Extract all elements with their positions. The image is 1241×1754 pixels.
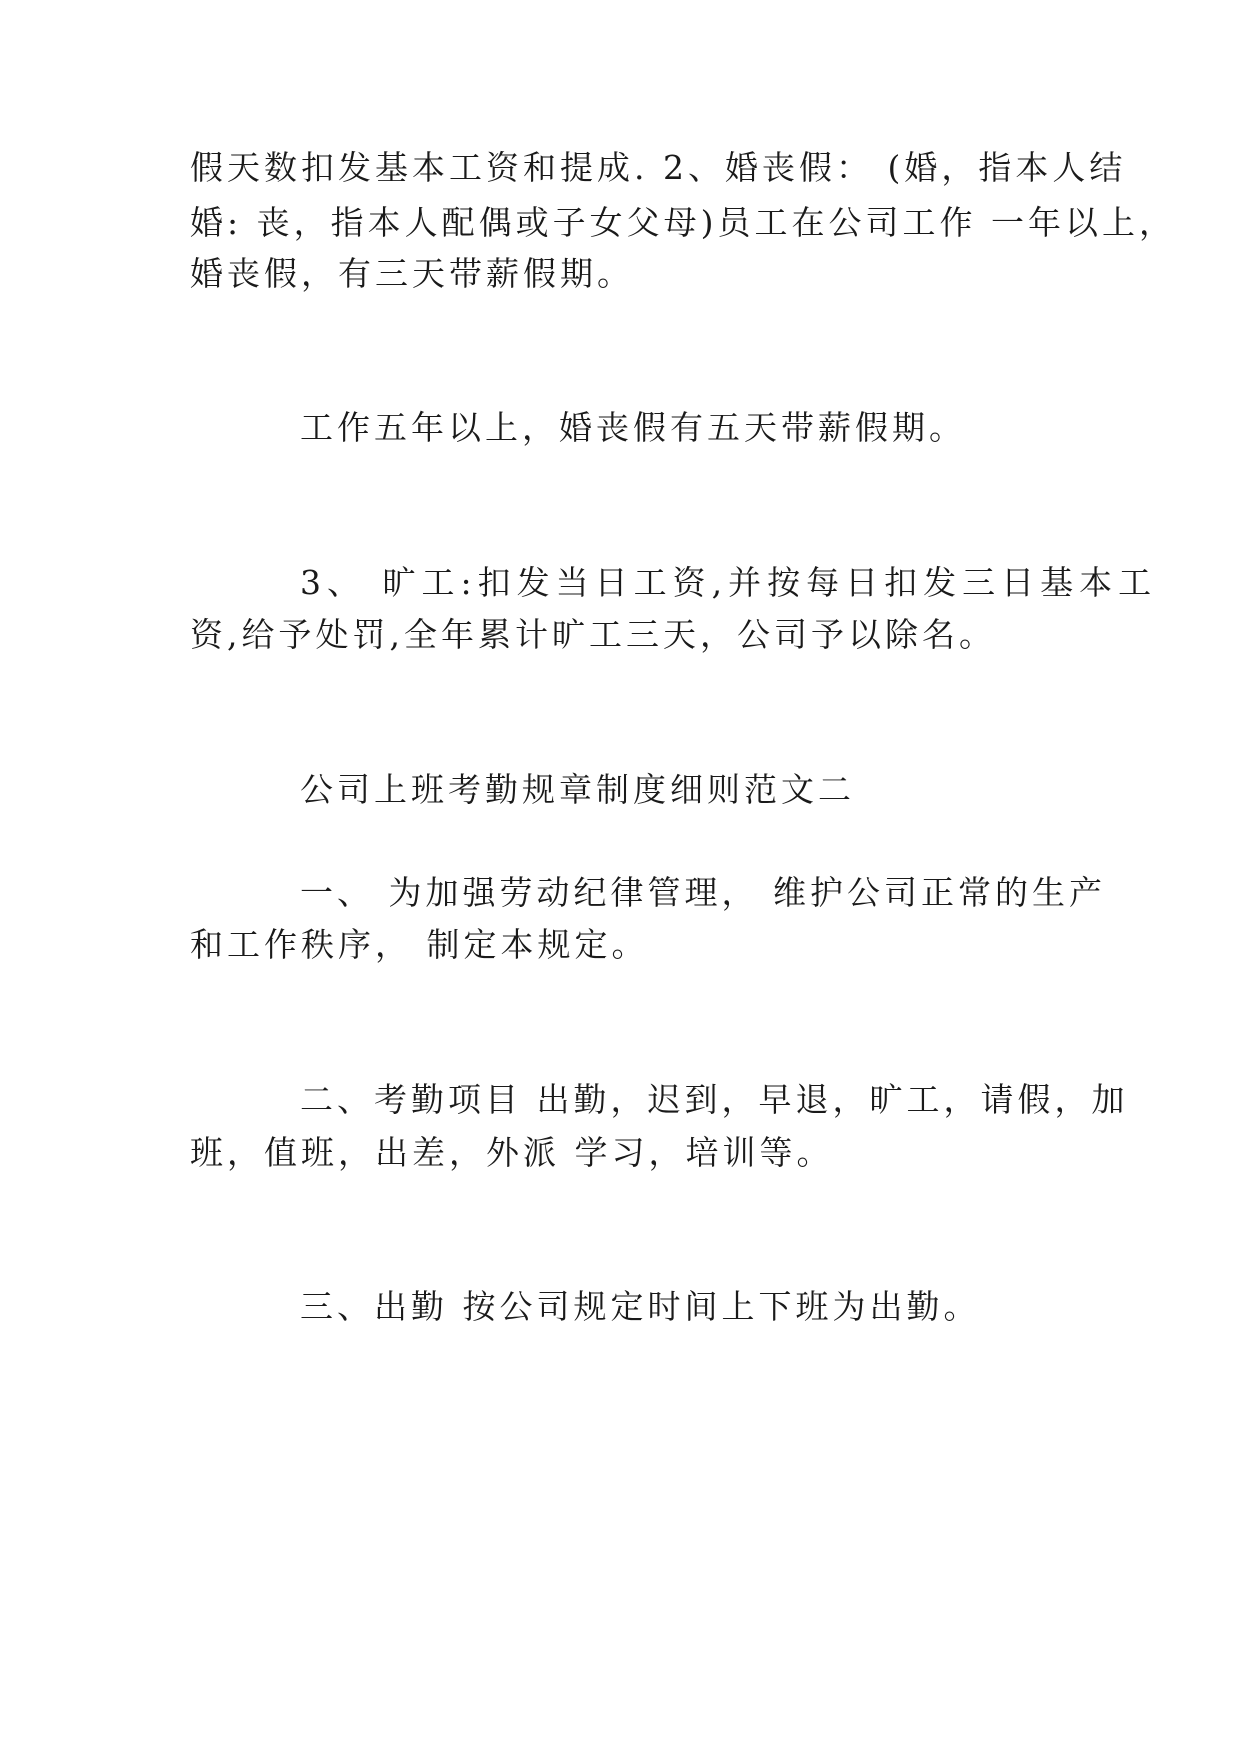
paragraph-3-line-2: 资,给予处罚,全年累计旷工三天，公司予以除名。 bbox=[190, 615, 996, 654]
paragraph-1-line-2: 婚: 丧，指本人配偶或子女父母)员工在公司工作 一年以上， bbox=[190, 203, 1176, 242]
paragraph-5-line-1: 二、考勤项目 出勤，迟到，早退，旷工，请假，加 bbox=[300, 1080, 1129, 1119]
paragraph-6-line-1: 三、出勤 按公司规定时间上下班为出勤。 bbox=[300, 1287, 981, 1326]
section-heading: 公司上班考勤规章制度细则范文二 bbox=[300, 770, 855, 809]
paragraph-5-line-2: 班，值班，出差，外派 学习，培训等。 bbox=[190, 1133, 834, 1172]
paragraph-3-line-1: 3、 旷工:扣发当日工资,并按每日扣发三日基本工 bbox=[300, 563, 1158, 602]
paragraph-1-line-3: 婚丧假，有三天带薪假期。 bbox=[190, 254, 634, 293]
paragraph-4-line-2: 和工作秩序， 制定本规定。 bbox=[190, 925, 649, 964]
paragraph-1-line-1: 假天数扣发基本工资和提成. 2、婚丧假： (婚，指本人结 bbox=[190, 148, 1127, 187]
paragraph-2-line-1: 工作五年以上，婚丧假有五天带薪假期。 bbox=[300, 408, 966, 447]
paragraph-4-line-1: 一、 为加强劳动纪律管理， 维护公司正常的生产 bbox=[300, 873, 1106, 912]
